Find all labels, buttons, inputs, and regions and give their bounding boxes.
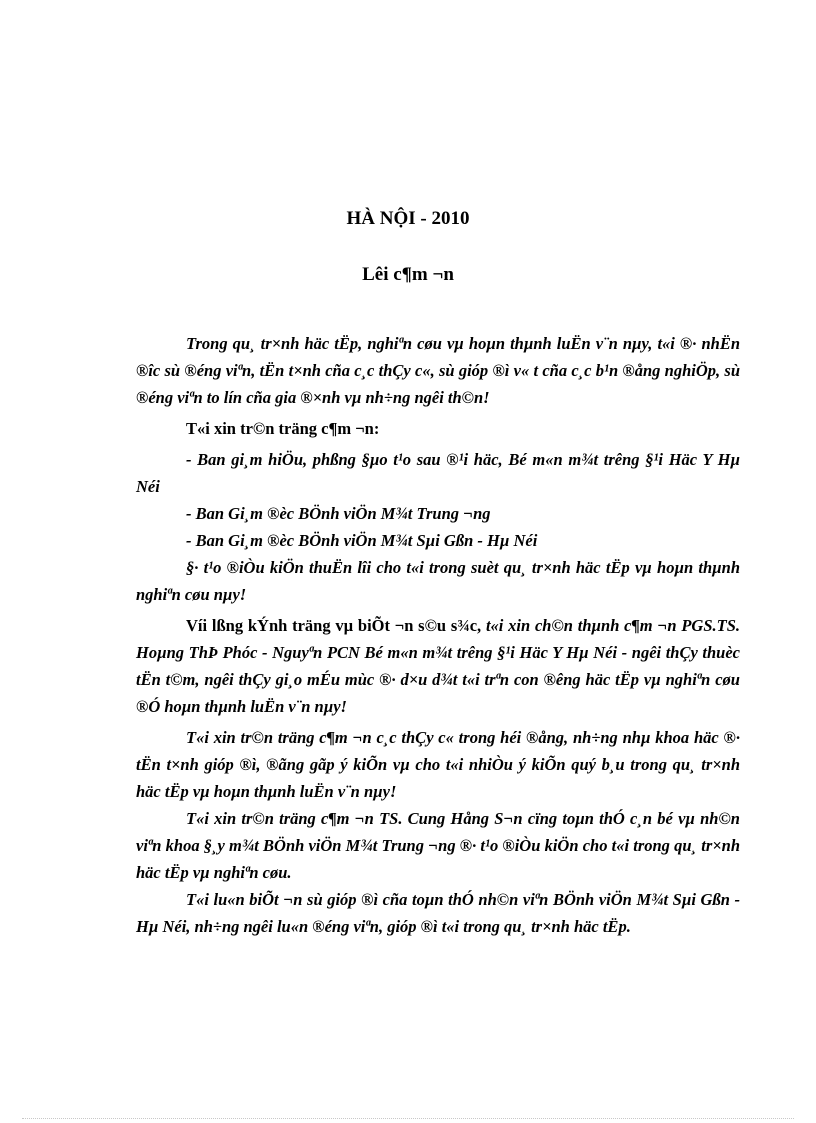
thanks-item-2: - Ban Gi¸m ®èc BÖnh viÖn M¾t Trung ¬ng [186,504,491,523]
thanks-item-4: §· t¹o ®iÒu kiÖn thuËn lîi cho t«i trong suèt qu¸ tr×nh häc tËp vµ hoµn thµnh nghiªn cøu nµy! [136,558,740,604]
acknowledgement-title: Lêi c¶m ¬n [362,264,454,285]
advisor-lead: Víi lßng kÝnh träng vµ biÕt ¬n s©u s¾c, [186,616,486,635]
intro-paragraph: Trong qu¸ tr×nh häc tËp, nghiªn cøu vµ hoµn thµnh luËn v¨n nµy, t«i ®· nhËn ®îc sù ®éng viªn, tËn t×nh cña c¸c thÇy c«, sù gióp ®ì v« t cña c¸c b¹n ®ång nghiÖp, sù ®éng viªn to lín cña gia ®×nh vµ nh÷ng ngêi th©n! [136,334,740,407]
colleague-paragraph: T«i xin tr©n träng c¶m ¬n TS. Cung Hång S¬n cïng toµn thÓ c¸n bé vµ nh©n viªn khoa §¸y m¾t BÖnh viÖn M¾t Trung ¬ng ®· t¹o ®iÒu kiÖn cho t«i trong qu¸ tr×nh häc tËp vµ nghiªn cøu. [136,809,740,882]
thanks-item-1: - Ban gi¸m hiÖu, phßng §µo t¹o sau ®¹i häc, Bé m«n m¾t trêng §¹i Häc Y Hµ Néi [136,450,740,496]
committee-paragraph: T«i xin tr©n träng c¶m ¬n c¸c thÇy c« trong héi ®ång, nh÷ng nhµ khoa häc ®· tËn t×nh gióp ®ì, ®ãng gãp ý kiÕn vµ cho t«i nhiÒu ý kiÕn quý b¸u trong qu¸ tr×nh häc tËp vµ hoµn thµnh luËn v¨n nµy! [136,728,740,801]
place-year-heading: HÀ NỘI - 2010 [346,208,470,229]
thanks-intro-paragraph: T«i xin tr©n träng c¶m ¬n: [186,419,380,438]
thanks-item-3: - Ban Gi¸m ®èc BÖnh viÖn M¾t Sµi Gßn - Hµ Néi [186,531,538,550]
acknowledgement-body [136,330,740,940]
page-bottom-divider [22,1118,794,1119]
staff-paragraph: T«i lu«n biÕt ¬n sù gióp ®ì cña toµn thÓ nh©n viªn BÖnh viÖn M¾t Sµi Gßn - Hµ Néi, nh÷ng ngêi lu«n ®éng viªn, gióp ®ì t«i trong qu¸ tr×nh häc tËp. [136,890,740,936]
advisor-rest: t«i xin ch©n thµnh c¶m ¬n PGS.TS. Hoµng ThÞ Phóc - Nguyªn PCN Bé m«n m¾t trêng §¹i Häc Y Hµ Néi - ngêi thÇy thuèc tËn t©m, ngêi thÇy gi¸o mÉu mùc ®· d×u d¾t t«i trªn con ®êng häc tËp vµ nghiªn cøu ®Ó hoµn thµnh luËn v¨n nµy! [136,616,740,716]
advisor-paragraph [136,612,740,720]
